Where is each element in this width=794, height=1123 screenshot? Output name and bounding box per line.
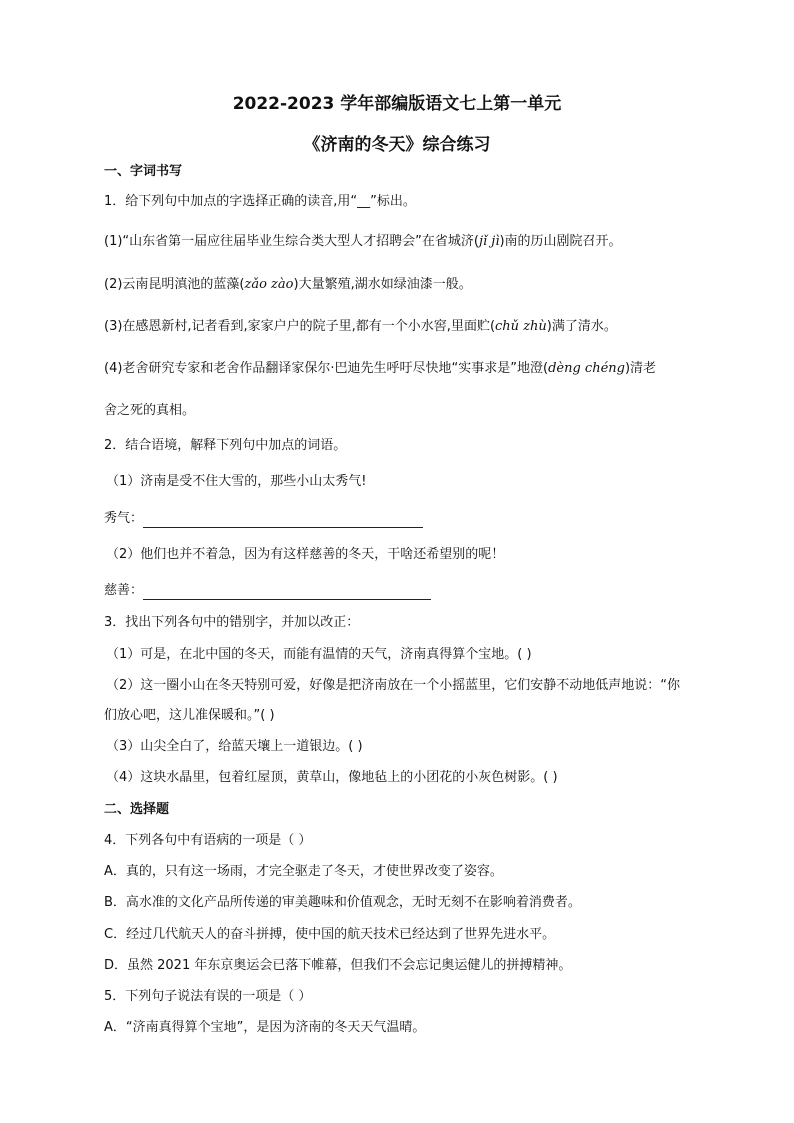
q5-option-a: A．“济南真得算个宝地”，是因为济南的冬天天气温晴。 bbox=[104, 1020, 426, 1035]
q4-stem: 4．下列各句中有语病的一项是（ ） bbox=[104, 833, 312, 848]
answer-blank[interactable] bbox=[143, 585, 431, 600]
q3-item-1: （1）可是，在北中国的冬天，而能有温情的天气，济南真得算个宝地。( ) bbox=[106, 647, 532, 662]
q4-option-a: A．真的，只有这一场雨，才完全驱走了冬天，才使世界改变了姿容。 bbox=[104, 864, 503, 879]
q2-stem: 2．结合语境，解释下列句中加点的词语。 bbox=[104, 438, 347, 453]
q1-item-4-cont: 舍之死的真相。 bbox=[104, 403, 196, 418]
q3-item-2-cont: 们放心吧，这儿准保暖和。”( ) bbox=[104, 708, 275, 723]
q4-option-d: D．虽然 2021 年东京奥运会已落下帷幕，但我们不会忘记奥运健儿的拼搏精神。 bbox=[104, 958, 572, 973]
q1-item-4: (4)老舍研究专家和老舍作品翻译家保尔·巴迪先生呼吁尽快地“实事求是”地澄(dèng chéng)清老 bbox=[104, 361, 657, 376]
pinyin-options: dèng chéng bbox=[548, 361, 625, 376]
q4-option-c: C．经过几代航天人的奋斗拼搏，使中国的航天技术已经达到了世界先进水平。 bbox=[104, 927, 556, 942]
q2-answer-1: 秀气： bbox=[104, 510, 423, 528]
pinyin-options: jǐ jì bbox=[478, 234, 500, 249]
document-title-line2: 《济南的冬天》综合练习 bbox=[303, 135, 491, 155]
q1-stem: 1．给下列句中加点的字选择正确的读音,用“__”标出。 bbox=[104, 194, 416, 209]
q2-answer-2: 慈善： bbox=[104, 582, 431, 600]
q4-option-b: B．高水准的文化产品所传递的审美趣味和价值观念，无时无刻不在影响着消费者。 bbox=[104, 895, 581, 910]
answer-blank[interactable] bbox=[143, 513, 423, 528]
section2-heading: 二、选择题 bbox=[104, 802, 170, 817]
section1-heading: 一、字词书写 bbox=[104, 164, 183, 179]
q1-item-3: (3)在感恩新村,记者看到,家家户户的院子里,都有一个小水窖,里面贮(chǔ zhù)满了清水。 bbox=[104, 319, 617, 334]
document-title-line1: 2022-2023 学年部编版语文七上第一单元 bbox=[232, 94, 562, 114]
pinyin-options: zǎo zào bbox=[244, 277, 294, 292]
q3-item-4: （4）这块水晶里，包着红屋顶，黄草山，像地毡上的小团花的小灰色树影。( ) bbox=[106, 770, 558, 785]
q3-stem: 3．找出下列各句中的错别字，并加以改正： bbox=[104, 615, 360, 630]
pinyin-options: chǔ zhù bbox=[495, 319, 547, 334]
q3-item-2: （2）这一圈小山在冬天特别可爱，好像是把济南放在一个小摇蓝里，它们安静不动地低声地说：“你 bbox=[106, 678, 681, 693]
q1-item-2: (2)云南昆明滇池的蓝藻(zǎo zào)大量繁殖,湖水如绿油漆一般。 bbox=[104, 277, 472, 292]
q2-sentence-2: （2）他们也并不着急，因为有这样慈善的冬天，干啥还希望别的呢！ bbox=[106, 547, 505, 562]
q2-sentence-1: （1）济南是受不住大雪的，那些小山太秀气! bbox=[106, 474, 367, 489]
q3-item-3: （3）山尖全白了，给蓝天壤上一道银边。( ) bbox=[106, 739, 363, 754]
q1-item-1: (1)“山东省第一届应往届毕业生综合类大型人才招聘会”在省城济(jǐ jì)南的历山剧院召开。 bbox=[104, 234, 622, 249]
q5-stem: 5．下列句子说法有误的一项是（ ） bbox=[104, 989, 312, 1004]
